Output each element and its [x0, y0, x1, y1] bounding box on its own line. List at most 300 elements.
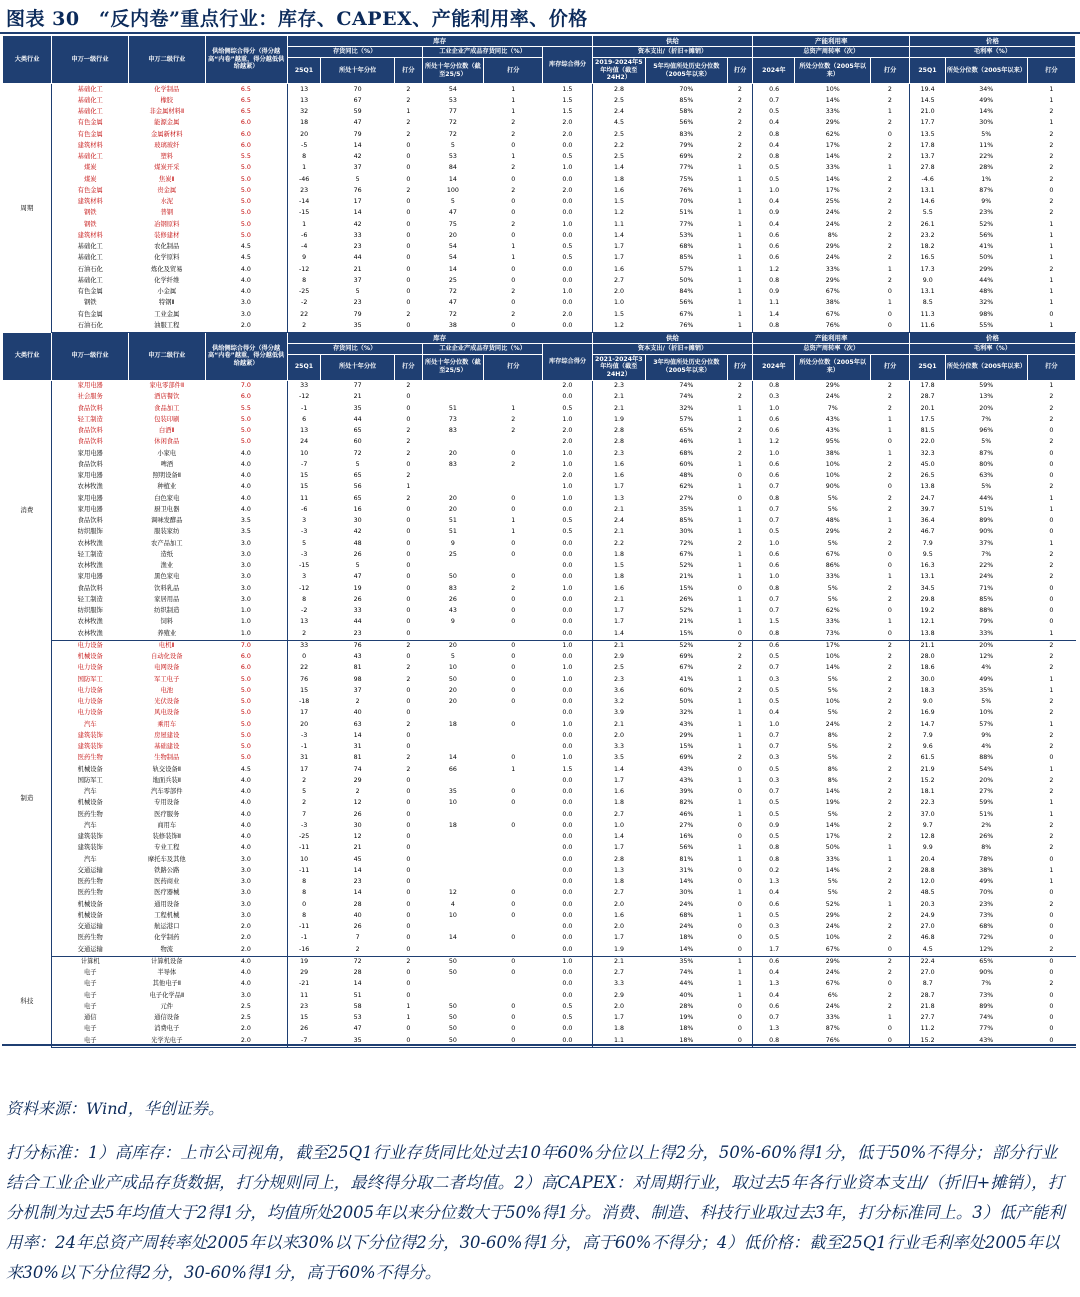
- cell-turnover-score: 2: [887, 686, 892, 694]
- cell-inv-pct: 72: [353, 957, 362, 965]
- cell-inv-25q1: -12: [287, 264, 321, 275]
- cell-inv-composite: 0.0: [562, 889, 573, 897]
- cell-ind-inv-score: 1: [511, 243, 516, 251]
- cell-ind-inv-pct: 10: [448, 799, 457, 807]
- cell-margin-pct: 68%: [979, 923, 994, 931]
- cell-margin: 17.8: [910, 380, 946, 392]
- cell-capex-avg: 1.7: [592, 617, 645, 628]
- cell-sw1: 机械设备: [77, 799, 103, 807]
- cell-margin: 20.4: [910, 854, 946, 865]
- cell-sw2: 房屋建设: [154, 731, 180, 739]
- cell-capex-avg: 1.3: [592, 866, 645, 877]
- cell-ind-inv-pct: 20: [448, 641, 457, 649]
- cell-ind-inv-pct: 54: [448, 254, 457, 262]
- cell-sw2: 养殖业: [128, 628, 205, 640]
- table-row: [3, 809, 1076, 820]
- cell-inv-composite: 0.0: [562, 911, 573, 919]
- table-row: [3, 403, 1076, 414]
- cell-turnover-pct: 10%: [825, 460, 840, 468]
- cell-margin-score: 0: [1049, 1014, 1054, 1022]
- cell-turnover-pct: 24%: [825, 393, 840, 401]
- table-row: [3, 415, 1076, 426]
- header-inv-yoy: 存货同比（%）: [287, 343, 422, 354]
- header-10y-pct: 所处十年分位: [321, 354, 395, 380]
- cell-turnover-pct: 67%: [825, 310, 840, 318]
- cell-ind-inv-score: 0: [511, 641, 516, 649]
- cell-score: 3.0: [205, 595, 287, 606]
- cell-turnover-score: 2: [887, 153, 892, 161]
- cell-inv-composite: 0.0: [562, 618, 573, 626]
- cell-sw1: 基础化工: [77, 85, 103, 93]
- cell-capex-score: 2: [737, 141, 742, 149]
- cell-margin: 34.5: [910, 583, 946, 594]
- cell-margin-score: 1: [1049, 810, 1054, 818]
- cell-turnover-pct: 10%: [825, 85, 840, 93]
- cell-sw2: 水泥: [160, 198, 174, 206]
- cell-inv-25q1: -2: [287, 298, 321, 309]
- cell-score: 5.0: [205, 686, 287, 697]
- cell-score: 6.0: [205, 663, 287, 674]
- cell-capex-score: 2: [737, 686, 742, 694]
- cell-turnover-pct: 24%: [825, 209, 840, 217]
- cell-turnover: 0.5: [753, 798, 795, 809]
- cell-capex-pct: 77%: [679, 220, 694, 228]
- cell-margin-score: 1: [1049, 720, 1054, 728]
- cell-inv-composite: 1.0: [562, 415, 573, 423]
- cell-turnover: 0.7: [753, 95, 795, 106]
- cell-ind-inv-score: [484, 776, 543, 787]
- cell-margin-pct: 72%: [979, 934, 994, 942]
- cell-inv-composite: 0.0: [562, 686, 573, 694]
- table-row: [3, 843, 1076, 854]
- cell-margin-pct: 57%: [979, 720, 994, 728]
- cell-ind-inv-pct: 51: [448, 517, 457, 525]
- cell-capex-score: 0: [737, 923, 742, 931]
- cell-sw1: 基础化工: [77, 276, 103, 284]
- cell-score: 5.0: [205, 208, 287, 219]
- cell-margin: 19.4: [910, 84, 946, 96]
- cell-ind-inv-pct: 50: [448, 675, 457, 683]
- cell-capex-avg: 2.1: [592, 527, 645, 538]
- cell-ind-inv-pct: 84: [448, 164, 457, 172]
- cell-sw2: 电机Ⅱ: [158, 641, 175, 649]
- cell-turnover: 0.7: [753, 1013, 795, 1024]
- cell-sw1: 纺织服饰: [77, 528, 103, 536]
- cell-turnover-score: 2: [887, 220, 892, 228]
- cell-score: 5.0: [205, 674, 287, 685]
- cell-inv-composite: 0.0: [543, 628, 592, 640]
- cell-turnover: 0.5: [753, 933, 795, 944]
- cell-margin: 19.2: [910, 606, 946, 617]
- cell-margin-pct: 37%: [979, 539, 994, 547]
- cell-margin-score: 2: [1049, 653, 1054, 661]
- cell-inv-score: 0: [406, 393, 411, 401]
- cell-inv-25q1: 17: [287, 764, 321, 775]
- cell-margin-pct: 87%: [979, 186, 994, 194]
- cell-turnover-pct: 33%: [825, 265, 840, 273]
- cell-capex-score: 0: [727, 628, 753, 640]
- cell-capex-pct: 56%: [679, 299, 694, 307]
- cell-margin-score: 0: [1027, 1035, 1075, 1047]
- cell-sw2: 小家电: [157, 449, 177, 457]
- cell-turnover-score: 2: [887, 141, 892, 149]
- cell-score: 4.0: [205, 843, 287, 854]
- cell-score: 6.0: [205, 652, 287, 663]
- cell-ind-inv-pct: 18: [448, 821, 457, 829]
- cell-margin-score: 0: [1049, 754, 1054, 762]
- cell-inv-pct: 35: [353, 404, 362, 412]
- cell-inv-composite: 0.0: [562, 209, 573, 217]
- cell-margin-pct: 23%: [979, 209, 994, 217]
- cell-turnover: 0.6: [753, 1002, 795, 1013]
- cell-capex-pct: 67%: [679, 550, 694, 558]
- cell-turnover-pct: 43%: [825, 427, 840, 435]
- cell-turnover-pct: 67%: [825, 980, 840, 988]
- cell-margin-pct: 7%: [981, 550, 992, 558]
- cell-sw2: 冶钢原料: [154, 220, 180, 228]
- cell-turnover-pct: 10%: [825, 653, 840, 661]
- cell-margin: 9.0: [910, 697, 946, 708]
- cell-turnover-score: 2: [887, 743, 892, 751]
- cell-score: 6.0: [205, 140, 287, 151]
- cell-turnover: 0.4: [753, 990, 795, 1001]
- cell-margin: 13.5: [910, 129, 946, 140]
- cell-capex-score: 1: [737, 720, 742, 728]
- cell-inv-25q1: -12: [287, 392, 321, 403]
- cell-sw2: 基础建设: [154, 743, 180, 751]
- cell-inv-25q1: 23: [287, 1002, 321, 1013]
- cell-capex-avg: 1.6: [592, 471, 645, 482]
- cell-score: 3.0: [205, 899, 287, 910]
- cell-inv-score: 0: [395, 944, 423, 956]
- cell-inv-25q1: 22: [287, 309, 321, 320]
- cell-inv-score: 2: [406, 119, 411, 127]
- cell-capex-avg: 1.6: [592, 460, 645, 471]
- cell-sw2: 光学光电子: [128, 1035, 205, 1047]
- cell-ind-inv-pct: 100: [446, 186, 459, 194]
- cell-inv-score: 2: [406, 664, 411, 672]
- header-score-cell: 打分: [484, 57, 543, 83]
- cell-turnover-score: 1: [887, 517, 892, 525]
- cell-capex-pct: 15%: [679, 584, 694, 592]
- cell-turnover-score: 2: [887, 243, 892, 251]
- cell-turnover: 0.6: [753, 471, 795, 482]
- cell-sw1: 食品饮料: [77, 438, 103, 446]
- cell-margin: 18.3: [910, 686, 946, 697]
- cell-margin-pct: 48%: [979, 288, 994, 296]
- cell-margin-pct: 79%: [979, 618, 994, 626]
- header-ind-inv: 工业企业产成品存货同比（%）: [422, 47, 543, 58]
- cell-sw1: 有色金属: [77, 119, 103, 127]
- cell-margin-pct: 90%: [979, 528, 994, 536]
- cell-turnover-score: 2: [887, 528, 892, 536]
- cell-score: 6.0: [205, 129, 287, 140]
- cell-sw2: 计算机设备: [151, 957, 183, 965]
- cell-turnover-score: 2: [887, 664, 892, 672]
- cell-ind-inv-score: [484, 809, 543, 820]
- header-score-cell: 打分: [1027, 57, 1075, 83]
- cell-capex-score: 0: [737, 1025, 742, 1033]
- cell-score: 6.0: [205, 392, 287, 403]
- header-major: 大类行业: [3, 332, 52, 380]
- table-row: [3, 163, 1076, 174]
- table-row: [3, 854, 1076, 865]
- cell-sw2: 饲料: [160, 618, 174, 626]
- cell-capex-avg: 2.4: [592, 107, 645, 118]
- cell-capex-avg: 2.0: [592, 1002, 645, 1013]
- cell-margin: 17.3: [910, 264, 946, 275]
- cell-inv-composite: 1.0: [562, 449, 573, 457]
- cell-turnover-pct: 90%: [825, 483, 840, 491]
- cell-capex-pct: 85%: [679, 96, 694, 104]
- cell-ind-inv-pct: 4: [450, 900, 455, 908]
- cell-turnover: 1.2: [753, 437, 795, 448]
- cell-margin: 18.1: [910, 787, 946, 798]
- cell-turnover: 0.3: [753, 753, 795, 764]
- cell-capex-avg: 2.1: [592, 392, 645, 403]
- cell-capex-avg: 1.6: [592, 583, 645, 594]
- table-row: [3, 448, 1076, 459]
- header-inv-score: 库存综合得分: [543, 343, 592, 380]
- cell-inv-25q1: 2: [287, 320, 321, 332]
- cell-ind-inv-score: 2: [511, 119, 516, 127]
- cell-turnover: 0.3: [753, 776, 795, 787]
- cell-sw2: 工业金属: [154, 310, 180, 318]
- cell-sw2: 家电零部件Ⅱ: [149, 382, 185, 390]
- cell-turnover-pct: 50%: [825, 844, 840, 852]
- cell-margin-score: 0: [1049, 310, 1054, 318]
- cell-margin-score: 2: [1049, 900, 1054, 908]
- cell-inv-score: 1: [406, 1002, 411, 1010]
- cell-inv-pct: 79: [353, 130, 362, 138]
- cell-capex-avg: 1.0: [592, 298, 645, 309]
- cell-inv-composite: 0.0: [562, 607, 573, 615]
- cell-margin-pct: 34%: [979, 85, 994, 93]
- cell-margin-score: 0: [1049, 584, 1054, 592]
- cell-capex-pct: 85%: [679, 254, 694, 262]
- cell-sw2: 普钢: [160, 209, 174, 217]
- cell-turnover: 0.4: [753, 708, 795, 719]
- cell-inv-score: 0: [406, 231, 411, 239]
- cell-score: 3.0: [205, 911, 287, 922]
- cell-turnover-pct: 38%: [825, 299, 840, 307]
- cell-inv-25q1: 33: [287, 640, 321, 652]
- cell-score: 4.0: [205, 776, 287, 787]
- cell-margin-score: 0: [1049, 618, 1054, 626]
- cell-inv-25q1: -2: [287, 606, 321, 617]
- cell-capex-score: 1: [737, 288, 742, 296]
- cell-inv-25q1: 8: [287, 595, 321, 606]
- cell-inv-25q1: -3: [287, 731, 321, 742]
- cell-sw2: 摩托车及其他: [147, 855, 186, 863]
- cell-margin-score: 1: [1049, 765, 1054, 773]
- cell-turnover: 0.3: [753, 922, 795, 933]
- cell-turnover: 0.7: [753, 731, 795, 742]
- cell-margin-pct: 8%: [981, 844, 992, 852]
- cell-ind-inv-score: [484, 482, 543, 493]
- table-row: [3, 753, 1076, 764]
- cell-turnover-score: 2: [887, 1002, 892, 1010]
- cell-capex-score: 0: [727, 1035, 753, 1047]
- cell-inv-pct: 12: [353, 833, 362, 841]
- cell-sw1: 轻工制造: [77, 595, 103, 603]
- cell-margin-score: 1: [1049, 220, 1054, 228]
- header-pct-2005: 所处分位数（2005年以来）: [795, 57, 871, 83]
- cell-score: 3.0: [205, 550, 287, 561]
- cell-turnover: 0.7: [753, 787, 795, 798]
- cell-inv-25q1: 13: [287, 95, 321, 106]
- cell-turnover-score: 1: [887, 164, 892, 172]
- cell-turnover-score: 2: [887, 641, 892, 649]
- cell-inv-composite: 0.0: [562, 653, 573, 661]
- cell-sw2: 乘用车: [157, 720, 177, 728]
- cell-turnover-score: 2: [887, 276, 892, 284]
- cell-margin-score: 1: [1049, 119, 1054, 127]
- cell-inv-pct: 14: [353, 866, 362, 874]
- cell-turnover-score: 1: [887, 427, 892, 435]
- cell-margin-score: 1: [1049, 539, 1054, 547]
- cell-ind-inv-pct: [422, 380, 483, 392]
- cell-margin-score: 1: [1027, 320, 1075, 332]
- table-row: [3, 152, 1076, 163]
- cell-ind-inv-score: 1: [511, 765, 516, 773]
- cell-ind-inv-pct: [422, 437, 483, 448]
- cell-inv-25q1: -11: [287, 843, 321, 854]
- cell-inv-25q1: -25: [287, 832, 321, 843]
- table-row: [3, 538, 1076, 549]
- cell-margin: 36.4: [910, 516, 946, 527]
- header-sw1: 申万一级行业: [52, 36, 129, 84]
- cell-inv-pct: 5: [355, 460, 360, 468]
- cell-margin-pct: 44%: [979, 494, 994, 502]
- cell-turnover-score: 0: [887, 438, 892, 446]
- cell-inv-score: 0: [406, 709, 411, 717]
- cell-capex-score: 1: [737, 175, 742, 183]
- cell-score: 4.5: [205, 764, 287, 775]
- cell-inv-pct: 2: [355, 788, 360, 796]
- cell-inv-pct: 16: [353, 505, 362, 513]
- cell-capex-score: 1: [737, 404, 742, 412]
- cell-inv-score: 0: [406, 889, 411, 897]
- cell-inv-25q1: -6: [287, 230, 321, 241]
- header-sw2: 申万二级行业: [128, 36, 205, 84]
- cell-inv-composite: 1.0: [562, 494, 573, 502]
- cell-margin-score: 2: [1049, 776, 1054, 784]
- table-row: [3, 719, 1076, 730]
- cell-ind-inv-pct: 20: [448, 231, 457, 239]
- cell-ind-inv-pct: 35: [448, 788, 457, 796]
- cell-sw2: 焦炭Ⅱ: [158, 175, 175, 183]
- cell-turnover-pct: 5%: [827, 878, 838, 886]
- cell-capex-pct: 76%: [679, 186, 694, 194]
- cell-turnover: 0.8: [753, 1035, 795, 1047]
- cell-capex-score: 1: [737, 675, 742, 683]
- cell-inv-composite: 0.0: [543, 1035, 592, 1047]
- header-score-cell: 打分: [484, 354, 543, 380]
- cell-sw1: 农林牧渔: [77, 539, 103, 547]
- cell-inv-25q1: 8: [287, 877, 321, 888]
- cell-margin-score: 0: [1049, 889, 1054, 897]
- cell-sw1: 农林牧渔: [77, 483, 103, 491]
- cell-margin: 16.3: [910, 561, 946, 572]
- cell-inv-score: 2: [406, 494, 411, 502]
- cell-inv-score: 0: [406, 799, 411, 807]
- cell-inv-25q1: 8: [287, 888, 321, 899]
- cell-turnover-score: 2: [887, 799, 892, 807]
- cell-inv-score: 2: [406, 96, 411, 104]
- cell-inv-25q1: 8: [287, 911, 321, 922]
- cell-inv-25q1: -25: [287, 287, 321, 298]
- cell-ind-inv-pct: 14: [448, 934, 457, 942]
- cell-turnover-pct: 10%: [825, 934, 840, 942]
- cell-sw1: 食品饮料: [77, 584, 103, 592]
- cell-turnover: 0.6: [753, 550, 795, 561]
- cell-capex-score: 0: [737, 788, 742, 796]
- cell-margin: 48.5: [910, 888, 946, 899]
- cell-inv-score: 2: [406, 438, 411, 446]
- cell-ind-inv-pct: 14: [448, 175, 457, 183]
- cell-score: 5.0: [205, 426, 287, 437]
- cell-margin-pct: 98%: [979, 310, 994, 318]
- cell-sw1: 机械设备: [77, 653, 103, 661]
- cell-ind-inv-pct: 25: [448, 550, 457, 558]
- cell-turnover-pct: 76%: [795, 320, 871, 332]
- cell-capex-pct: 84%: [679, 288, 694, 296]
- cell-capex-avg: 1.8: [592, 572, 645, 583]
- cell-inv-pct: 26: [353, 550, 362, 558]
- cell-sw1: 煤炭: [83, 164, 97, 172]
- cell-turnover-score: 2: [887, 85, 892, 93]
- cell-margin: 12.0: [910, 877, 946, 888]
- cell-inv-pct: 14: [353, 731, 362, 739]
- cell-margin: 27.0: [910, 968, 946, 979]
- cell-turnover-pct: 5%: [827, 494, 838, 502]
- table-row: [3, 595, 1076, 606]
- cell-margin-score: 2: [1049, 844, 1054, 852]
- cell-inv-pct: 30: [353, 821, 362, 829]
- cell-capex-pct: 68%: [679, 911, 694, 919]
- cell-capex-avg: 3.5: [592, 753, 645, 764]
- cell-turnover: 0.8: [753, 275, 795, 286]
- cell-turnover: 0.7: [753, 595, 795, 606]
- cell-turnover-pct: 24%: [825, 220, 840, 228]
- cell-inv-score: 0: [395, 628, 423, 640]
- cell-turnover: 0.5: [753, 163, 795, 174]
- cell-margin: 9.7: [910, 821, 946, 832]
- cell-ind-inv-score: 0: [511, 788, 516, 796]
- cell-inv-25q1: -15: [287, 561, 321, 572]
- cell-inv-25q1: 11: [287, 990, 321, 1001]
- cell-inv-composite: 2.0: [562, 310, 573, 318]
- cell-turnover-pct: 17%: [825, 833, 840, 841]
- cell-sw2: 装修装饰Ⅱ: [152, 833, 181, 841]
- cell-margin-score: 2: [1049, 833, 1054, 841]
- cell-turnover: 0.4: [753, 140, 795, 151]
- cell-inv-composite: 0.5: [562, 404, 573, 412]
- cell-ind-inv-score: 0: [511, 911, 516, 919]
- cell-sw2: 白酒Ⅱ: [158, 427, 175, 435]
- cell-inv-score: 0: [406, 175, 411, 183]
- cell-margin-pct: 12%: [945, 944, 1027, 956]
- header-turnover: 总资产周转率（次）: [753, 47, 910, 58]
- cell-inv-composite: 0.0: [562, 833, 573, 841]
- cell-inv-composite: 0.5: [562, 153, 573, 161]
- cell-inv-pct: 23: [321, 628, 395, 640]
- cell-margin-score: 1: [1049, 288, 1054, 296]
- cell-turnover-score: 2: [887, 991, 892, 999]
- cell-turnover: 0.5: [753, 911, 795, 922]
- cell-sw1: 国防军工: [77, 776, 103, 784]
